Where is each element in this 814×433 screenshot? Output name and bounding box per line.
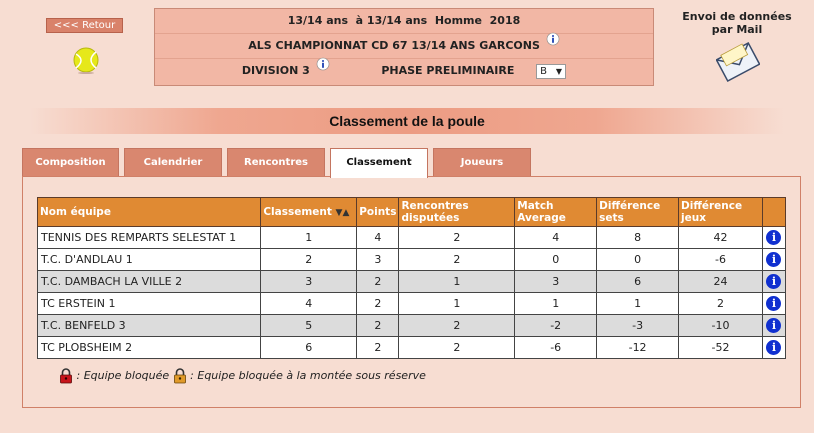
header-points <box>357 198 399 227</box>
ranking-panel <box>22 176 801 408</box>
tab-calendrier[interactable]: Calendrier <box>124 148 222 177</box>
header-played-line2: disputées <box>401 212 460 224</box>
cell-games: -10 <box>679 315 763 337</box>
tennis-ball-icon <box>72 46 100 74</box>
header-games-line1: Différence <box>681 200 743 212</box>
cell-info <box>762 315 785 337</box>
legend-blocked-text: : Equipe bloquée <box>76 369 170 382</box>
championship-text: ALS CHAMPIONNAT CD 67 13/14 ANS GARCONS <box>248 39 540 52</box>
cell-sets: 0 <box>597 249 679 271</box>
cell-info <box>762 337 785 359</box>
tab-classement[interactable]: Classement <box>330 148 428 178</box>
cell-games: 24 <box>679 271 763 293</box>
cell-sets: -3 <box>597 315 679 337</box>
team-info-icon[interactable]: i <box>766 230 781 245</box>
legend-blocked-promo-text: : Equipe bloquée à la montée sous réserve <box>190 369 426 382</box>
cell-points: 2 <box>357 293 399 315</box>
cell-points: 2 <box>357 315 399 337</box>
cell-played: 2 <box>399 315 515 337</box>
cell-team: T.C. D'ANDLAU 1 <box>38 249 261 271</box>
cell-team: T.C. DAMBACH LA VILLE 2 <box>38 271 261 293</box>
cell-average: 4 <box>515 227 597 249</box>
cell-played: 2 <box>399 227 515 249</box>
table-header-row <box>38 198 786 227</box>
phase-label: PHASE PRELIMINAIRE <box>381 64 515 77</box>
table-row <box>38 271 786 293</box>
cell-games: 2 <box>679 293 763 315</box>
division-info-icon[interactable] <box>316 57 330 71</box>
cell-played: 2 <box>399 249 515 271</box>
category-text: 13/14 ans à 13/14 ans Homme 2018 <box>287 14 521 27</box>
division-line <box>155 59 653 84</box>
cell-average: 0 <box>515 249 597 271</box>
category-line <box>155 9 653 34</box>
cell-points: 2 <box>357 271 399 293</box>
cell-games: 42 <box>679 227 763 249</box>
header-rank[interactable] <box>261 198 357 227</box>
legend <box>59 368 426 384</box>
header-played <box>399 198 515 227</box>
cell-played: 1 <box>399 293 515 315</box>
cell-info <box>762 293 785 315</box>
red-lock-icon <box>59 368 73 384</box>
cell-info <box>762 271 785 293</box>
championship-info-icon[interactable] <box>546 32 560 46</box>
mail-label-line2: par Mail <box>711 23 763 36</box>
cell-rank: 2 <box>261 249 357 271</box>
cell-average: -2 <box>515 315 597 337</box>
cell-average: 3 <box>515 271 597 293</box>
table-row <box>38 315 786 337</box>
team-info-icon[interactable]: i <box>766 296 781 311</box>
page-title: Classement de la poule <box>30 108 784 134</box>
cell-points: 3 <box>357 249 399 271</box>
header-sets-line1: Différence <box>599 200 661 212</box>
back-button[interactable]: <<< Retour <box>46 18 123 33</box>
envelope-icon[interactable] <box>716 40 760 84</box>
mail-export-label[interactable] <box>676 10 798 36</box>
cell-games: -6 <box>679 249 763 271</box>
cell-team: TC ERSTEIN 1 <box>38 293 261 315</box>
mail-label-line1: Envoi de données <box>682 10 792 23</box>
cell-sets: 6 <box>597 271 679 293</box>
cell-rank: 4 <box>261 293 357 315</box>
orange-lock-icon <box>173 368 187 384</box>
team-info-icon[interactable]: i <box>766 340 781 355</box>
table-row <box>38 337 786 359</box>
cell-team: TENNIS DES REMPARTS SELESTAT 1 <box>38 227 261 249</box>
tab-composition[interactable]: Composition <box>22 148 119 177</box>
tab-joueurs[interactable]: Joueurs <box>433 148 531 177</box>
table-row <box>38 249 786 271</box>
chevron-down-icon: ▼ <box>555 66 563 76</box>
header-average-line2: Average <box>517 212 566 224</box>
cell-sets: 1 <box>597 293 679 315</box>
table-row <box>38 293 786 315</box>
ranking-table <box>37 197 786 359</box>
sort-arrows-icon[interactable]: ▼▲ <box>335 207 350 218</box>
cell-points: 2 <box>357 337 399 359</box>
header-average <box>515 198 597 227</box>
header-sets <box>597 198 679 227</box>
cell-rank: 3 <box>261 271 357 293</box>
cell-average: 1 <box>515 293 597 315</box>
cell-points: 4 <box>357 227 399 249</box>
championship-line <box>155 34 653 59</box>
cell-sets: -12 <box>597 337 679 359</box>
division-text: DIVISION 3 <box>241 64 310 77</box>
cell-rank: 5 <box>261 315 357 337</box>
team-info-icon[interactable]: i <box>766 274 781 289</box>
header-info <box>762 198 785 227</box>
header-sets-line2: sets <box>599 212 624 224</box>
cell-sets: 8 <box>597 227 679 249</box>
cell-rank: 6 <box>261 337 357 359</box>
header-average-line1: Match <box>517 200 554 212</box>
header-games <box>679 198 763 227</box>
phase-select[interactable] <box>536 64 566 79</box>
header-points-label: Points <box>359 206 397 218</box>
competition-info-box <box>154 8 654 86</box>
cell-team: T.C. BENFELD 3 <box>38 315 261 337</box>
cell-rank: 1 <box>261 227 357 249</box>
cell-average: -6 <box>515 337 597 359</box>
cell-info <box>762 227 785 249</box>
table-row <box>38 227 786 249</box>
tab-rencontres[interactable]: Rencontres <box>227 148 325 177</box>
header-team <box>38 198 261 227</box>
header-rank-label: Classement <box>263 205 332 218</box>
cell-info <box>762 249 785 271</box>
phase-select-value: B <box>540 65 547 77</box>
team-info-icon[interactable]: i <box>766 252 781 267</box>
header-team-label: Nom équipe <box>40 206 111 218</box>
cell-played: 1 <box>399 271 515 293</box>
cell-team: TC PLOBSHEIM 2 <box>38 337 261 359</box>
team-info-icon[interactable]: i <box>766 318 781 333</box>
header-played-line1: Rencontres <box>401 200 469 212</box>
cell-played: 2 <box>399 337 515 359</box>
header-games-line2: jeux <box>681 212 707 224</box>
cell-games: -52 <box>679 337 763 359</box>
